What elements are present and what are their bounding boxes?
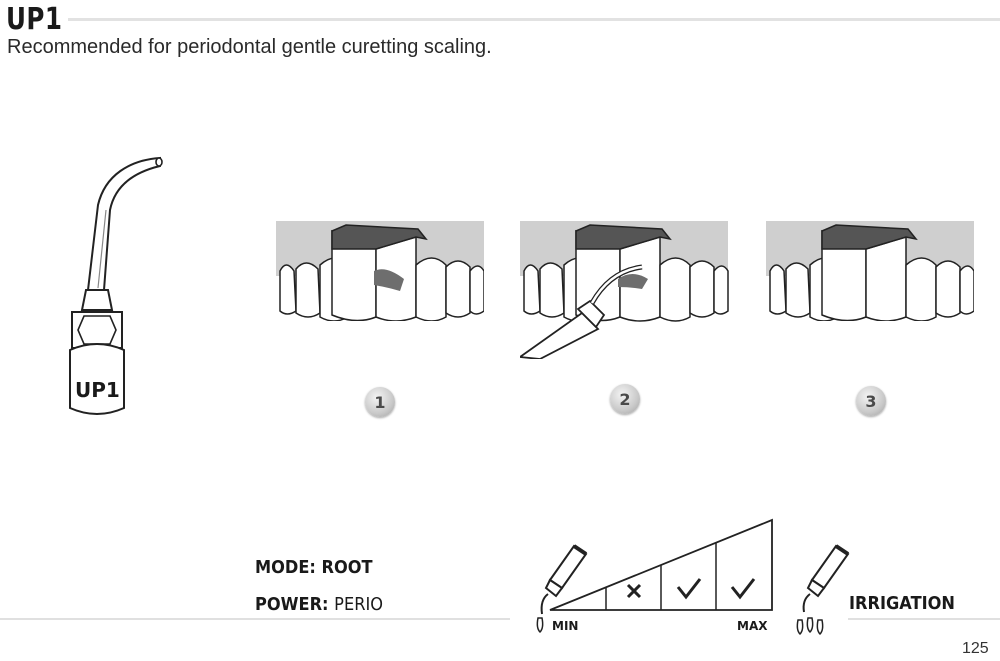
step-1-illustration bbox=[276, 221, 484, 321]
step-badge-1 bbox=[365, 387, 395, 417]
page-subtitle: Recommended for periodontal gentle curetting scaling. bbox=[7, 36, 492, 58]
mode-label: MODE: bbox=[255, 557, 316, 578]
step-2-illustration bbox=[520, 221, 730, 359]
footer-divider-left bbox=[0, 618, 510, 620]
page-title: UP1 bbox=[6, 2, 63, 37]
power-label: POWER: bbox=[255, 594, 329, 615]
power-value: PERIO bbox=[334, 594, 383, 615]
step-number: 1 bbox=[374, 392, 386, 412]
mode-value: ROOT bbox=[321, 557, 373, 578]
scale-max-label: MAX bbox=[737, 619, 768, 633]
irrigation-label: IRRIGATION bbox=[849, 593, 955, 614]
step-3-illustration bbox=[766, 221, 974, 321]
step-number: 3 bbox=[865, 391, 877, 411]
power-scale bbox=[548, 517, 776, 613]
step-badge-2 bbox=[610, 384, 640, 414]
power-setting bbox=[255, 594, 383, 615]
footer-divider-right bbox=[848, 618, 1000, 620]
tip-label: UP1 bbox=[75, 378, 120, 402]
scale-min-label: MIN bbox=[552, 619, 579, 633]
irrigation-icon bbox=[792, 540, 852, 640]
mode-setting bbox=[255, 557, 373, 578]
step-badge-3 bbox=[856, 386, 886, 416]
title-divider bbox=[68, 18, 1000, 21]
step-number: 2 bbox=[619, 389, 631, 409]
page-number: 125 bbox=[962, 640, 989, 657]
